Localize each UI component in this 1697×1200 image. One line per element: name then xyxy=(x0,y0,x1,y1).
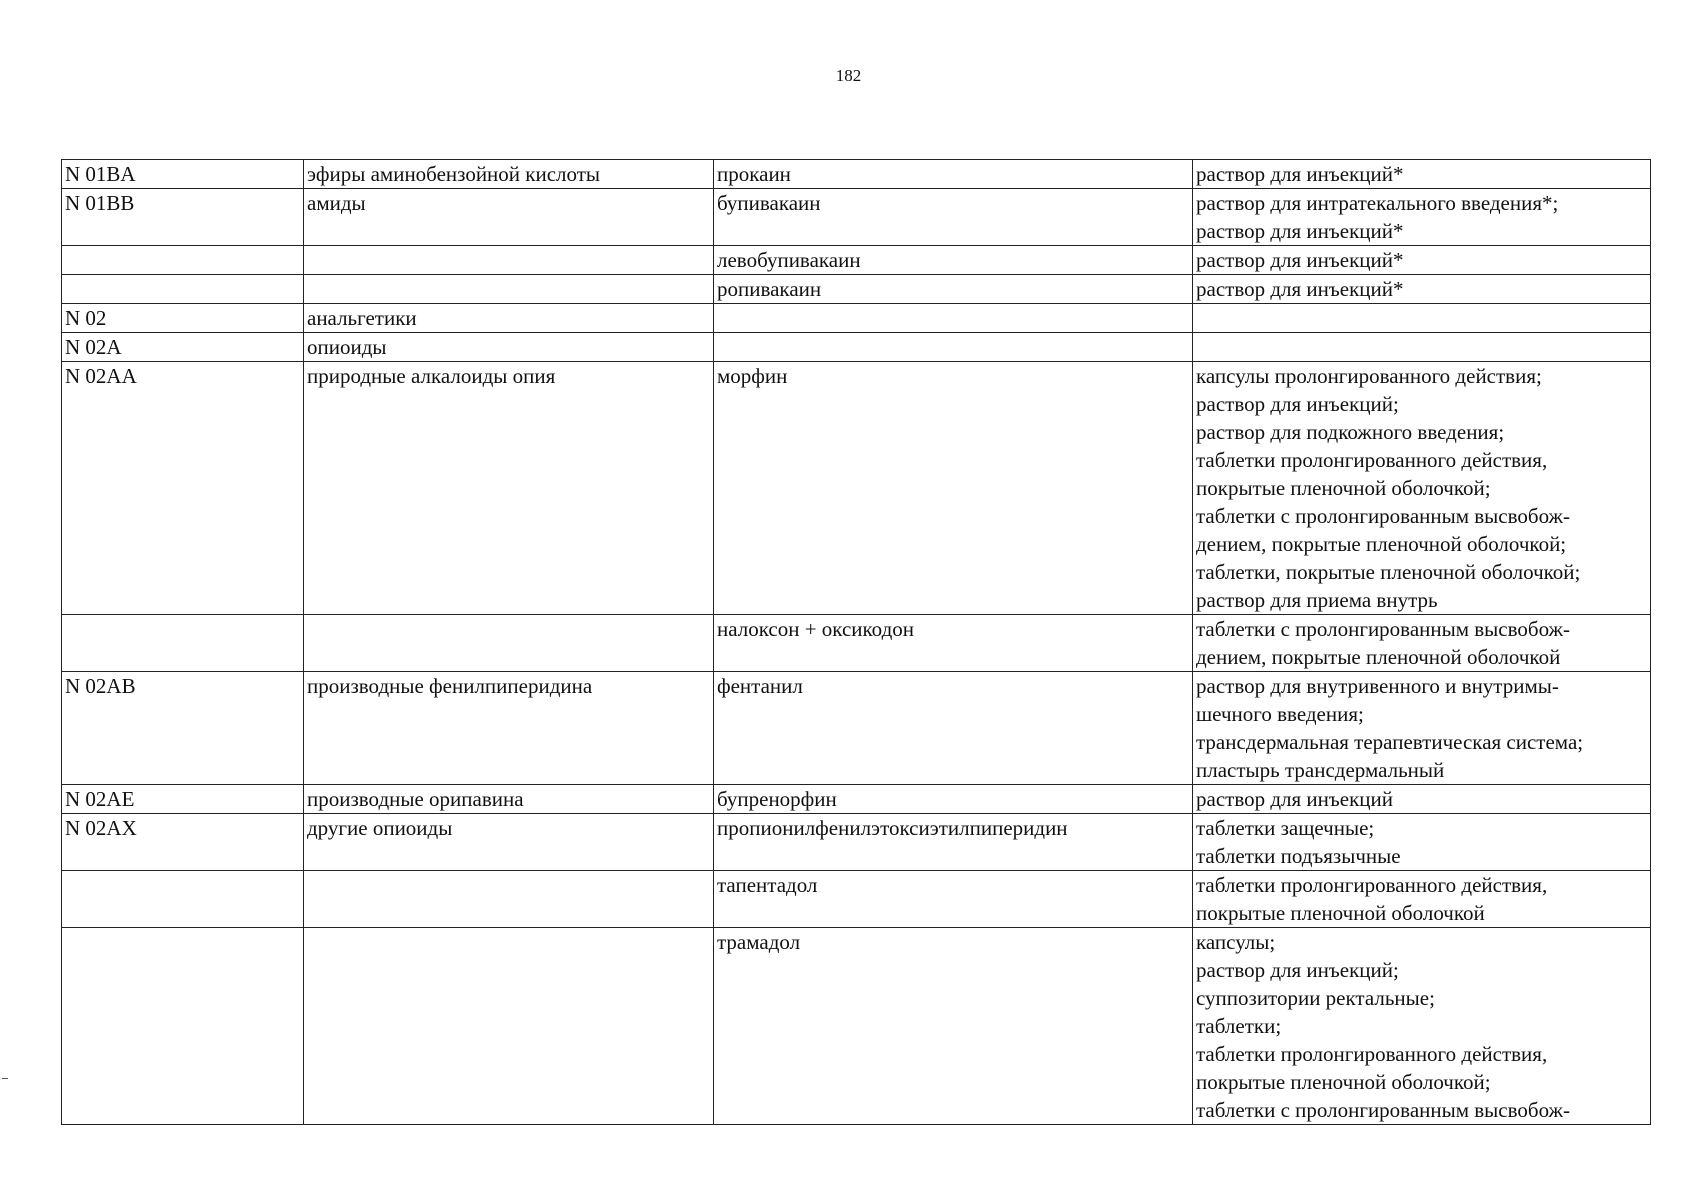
atc-code-cell xyxy=(62,928,304,1125)
drug-name-cell: тапентадол xyxy=(714,871,1193,928)
atc-code-cell: N 01BB xyxy=(62,189,304,246)
dosage-form-line: таблетки, покрытые пленочной оболочкой; xyxy=(1196,560,1581,584)
dosage-form-line: капсулы пролонгированного действия; xyxy=(1196,364,1542,388)
page-number: 182 xyxy=(835,66,862,85)
table-body xyxy=(62,160,1651,1125)
dosage-forms-cell xyxy=(1193,785,1651,814)
dosage-form-line: дением, покрытые пленочной оболочкой xyxy=(1196,645,1561,669)
drug-name-cell: налоксон + оксикодон xyxy=(714,615,1193,672)
drug-name-cell: трамадол xyxy=(714,928,1193,1125)
dosage-form-line: таблетки с пролонгированным высвобож- xyxy=(1196,504,1571,528)
group-name-cell xyxy=(304,871,714,928)
group-name-cell: опиоиды xyxy=(304,333,714,362)
dosage-forms-cell xyxy=(1193,362,1651,615)
group-name-cell: амиды xyxy=(304,189,714,246)
dosage-form-line: таблетки с пролонгированным высвобож- xyxy=(1196,1098,1571,1122)
dosage-form-line: дением, покрытые пленочной оболочкой; xyxy=(1196,532,1567,556)
drug-name-cell xyxy=(714,304,1193,333)
table-row xyxy=(62,672,1651,785)
dosage-form-line: раствор для инъекций* xyxy=(1196,162,1404,186)
drug-name-cell: морфин xyxy=(714,362,1193,615)
dosage-forms-cell xyxy=(1193,246,1651,275)
table-row xyxy=(62,304,1651,333)
dosage-forms-cell xyxy=(1193,333,1651,362)
drug-list-table xyxy=(61,159,1651,1125)
dosage-form-line: таблетки пролонгированного действия, xyxy=(1196,448,1548,472)
group-name-cell: производные фенилпиперидина xyxy=(304,672,714,785)
group-name-cell: производные орипавина xyxy=(304,785,714,814)
group-name-cell: эфиры аминобензойной кислоты xyxy=(304,160,714,189)
drug-name-cell: бупренорфин xyxy=(714,785,1193,814)
dosage-form-line: раствор для интратекального введения*; xyxy=(1196,191,1559,215)
drug-name-cell: прокаин xyxy=(714,160,1193,189)
table-row xyxy=(62,928,1651,1125)
dosage-form-line: таблетки подъязычные xyxy=(1196,844,1401,868)
table-row xyxy=(62,814,1651,871)
table-row xyxy=(62,160,1651,189)
dosage-form-line: трансдермальная терапевтическая система; xyxy=(1196,730,1584,754)
group-name-cell: другие опиоиды xyxy=(304,814,714,871)
dosage-form-line: раствор для подкожного введения; xyxy=(1196,420,1505,444)
scan-edge-mark xyxy=(2,1078,8,1079)
dosage-form-line: раствор для инъекций* xyxy=(1196,277,1404,301)
table-row xyxy=(62,189,1651,246)
group-name-cell xyxy=(304,615,714,672)
atc-code-cell xyxy=(62,275,304,304)
group-name-cell xyxy=(304,928,714,1125)
table-row xyxy=(62,333,1651,362)
dosage-form-line: покрытые пленочной оболочкой; xyxy=(1196,1070,1491,1094)
table-row xyxy=(62,615,1651,672)
group-name-cell: природные алкалоиды опия xyxy=(304,362,714,615)
table-row xyxy=(62,871,1651,928)
dosage-form-line: таблетки защечные; xyxy=(1196,816,1375,840)
dosage-form-line: раствор для приема внутрь xyxy=(1196,588,1438,612)
dosage-form-line: раствор для инъекций; xyxy=(1196,392,1399,416)
dosage-forms-cell xyxy=(1193,928,1651,1125)
atc-code-cell: N 02AX xyxy=(62,814,304,871)
drug-name-cell: бупивакаин xyxy=(714,189,1193,246)
dosage-form-line: раствор для внутривенного и внутримы- xyxy=(1196,674,1559,698)
dosage-forms-cell xyxy=(1193,672,1651,785)
atc-code-cell: N 02AA xyxy=(62,362,304,615)
dosage-form-line: таблетки пролонгированного действия, xyxy=(1196,873,1548,897)
dosage-form-line: таблетки с пролонгированным высвобож- xyxy=(1196,617,1571,641)
dosage-form-line: капсулы; xyxy=(1196,930,1276,954)
atc-code-cell: N 02A xyxy=(62,333,304,362)
dosage-form-line: пластырь трансдермальный xyxy=(1196,758,1445,782)
drug-name-cell: фентанил xyxy=(714,672,1193,785)
drug-name-cell: ропивакаин xyxy=(714,275,1193,304)
dosage-forms-cell xyxy=(1193,275,1651,304)
dosage-form-line: шечного введения; xyxy=(1196,702,1364,726)
atc-code-cell: N 02AB xyxy=(62,672,304,785)
group-name-cell xyxy=(304,275,714,304)
atc-code-cell: N 01BA xyxy=(62,160,304,189)
drug-name-cell: пропионилфенилэтоксиэтилпиперидин xyxy=(714,814,1193,871)
atc-code-cell xyxy=(62,871,304,928)
dosage-form-line: покрытые пленочной оболочкой xyxy=(1196,901,1485,925)
table-row xyxy=(62,785,1651,814)
table-row xyxy=(62,275,1651,304)
atc-code-cell: N 02AE xyxy=(62,785,304,814)
dosage-forms-cell xyxy=(1193,814,1651,871)
atc-code-cell: N 02 xyxy=(62,304,304,333)
dosage-form-line: раствор для инъекций* xyxy=(1196,248,1404,272)
dosage-forms-cell xyxy=(1193,871,1651,928)
dosage-form-line: таблетки пролонгированного действия, xyxy=(1196,1042,1548,1066)
drug-name-cell xyxy=(714,333,1193,362)
dosage-form-line: покрытые пленочной оболочкой; xyxy=(1196,476,1491,500)
table-row xyxy=(62,362,1651,615)
dosage-form-line: таблетки; xyxy=(1196,1014,1282,1038)
group-name-cell xyxy=(304,246,714,275)
dosage-form-line: раствор для инъекций xyxy=(1196,787,1393,811)
atc-code-cell xyxy=(62,615,304,672)
group-name-cell: анальгетики xyxy=(304,304,714,333)
dosage-forms-cell xyxy=(1193,304,1651,333)
dosage-form-line: раствор для инъекций* xyxy=(1196,219,1404,243)
dosage-form-line: суппозитории ректальные; xyxy=(1196,986,1435,1010)
atc-code-cell xyxy=(62,246,304,275)
dosage-forms-cell xyxy=(1193,189,1651,246)
drug-name-cell: левобупивакаин xyxy=(714,246,1193,275)
dosage-forms-cell xyxy=(1193,615,1651,672)
table-row xyxy=(62,246,1651,275)
dosage-forms-cell xyxy=(1193,160,1651,189)
dosage-form-line: раствор для инъекций; xyxy=(1196,958,1399,982)
